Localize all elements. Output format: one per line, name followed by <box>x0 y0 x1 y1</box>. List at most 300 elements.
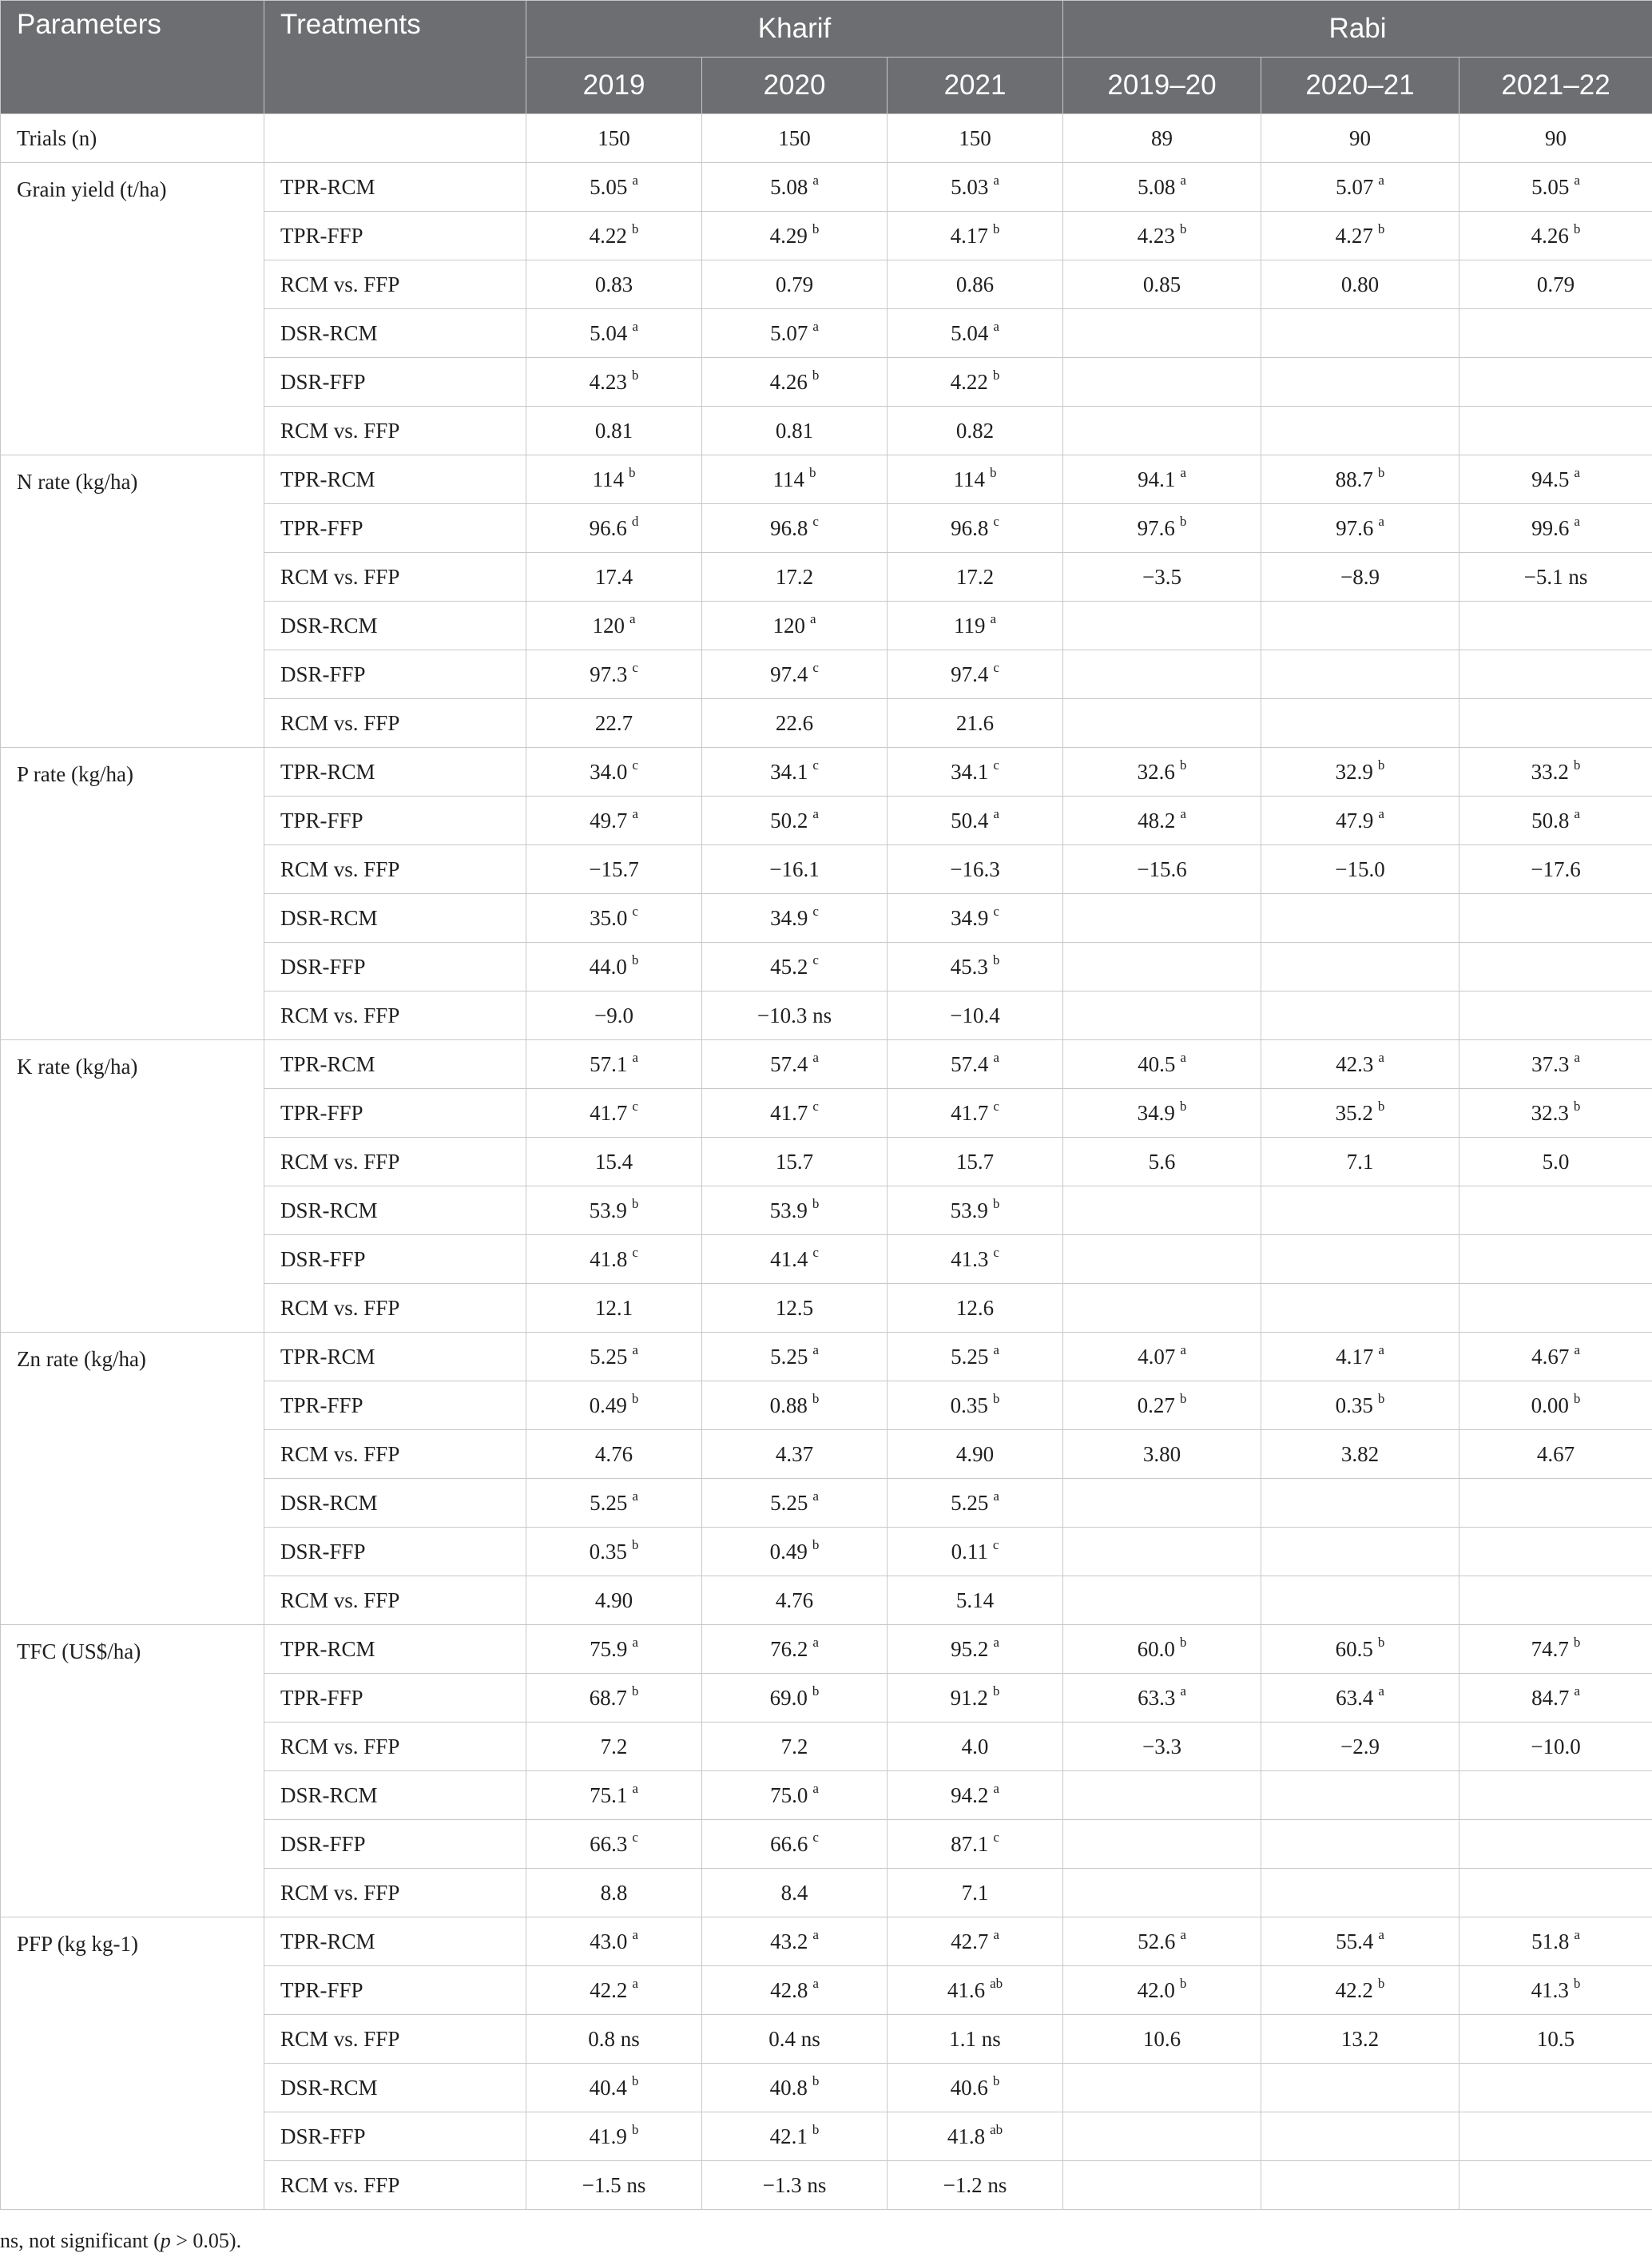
significance-letter: b <box>631 952 639 968</box>
parameter-label: K rate (kg/ha) <box>1 1040 264 1333</box>
cell-value: 4.76 <box>594 1441 633 1466</box>
value-cell <box>1459 553 1652 602</box>
significance-letter: a <box>993 1050 999 1065</box>
significance-letter: b <box>1377 465 1385 480</box>
value-cell <box>1063 212 1261 260</box>
significance-letter: a <box>812 1976 819 1991</box>
significance-letter: a <box>632 173 638 188</box>
cell-value: 13.2 <box>1340 2026 1380 2051</box>
cell-value: 60.0 <box>1137 1637 1175 1661</box>
value-cell <box>1459 2161 1652 2210</box>
parameter-label: Zn rate (kg/ha) <box>1 1333 264 1625</box>
value-cell <box>888 602 1063 650</box>
cell-value: −1.5 ns <box>582 2172 646 2197</box>
cell-value: 57.1 <box>590 1052 628 1076</box>
cell-value: 63.4 <box>1336 1686 1374 1710</box>
value-cell <box>1459 845 1652 894</box>
significance-letter: c <box>993 1099 999 1114</box>
value-cell <box>526 455 702 504</box>
cell-value: 52.6 <box>1138 1929 1176 1953</box>
cell-value: 0.79 <box>1536 272 1575 296</box>
cell-value: 7.2 <box>780 1734 808 1758</box>
value-cell <box>1261 260 1459 309</box>
cell-value: 0.80 <box>1340 272 1380 296</box>
cell-value: 1.1 ns <box>949 2026 1001 2051</box>
value-cell <box>888 1089 1063 1138</box>
cell-value: 0.35 <box>589 1540 627 1564</box>
cell-value: 0.35 <box>1335 1393 1373 1417</box>
cell-value: 63.3 <box>1138 1686 1176 1710</box>
cell-value: 0.35 <box>950 1393 988 1417</box>
value-cell <box>1063 309 1261 358</box>
value-cell <box>1063 1820 1261 1869</box>
treatment-label: TPR-FFP <box>264 212 526 260</box>
cell-value: −15.0 <box>1335 856 1385 881</box>
significance-letter: a <box>632 1050 638 1065</box>
value-cell <box>1459 1869 1652 1917</box>
value-cell <box>1063 1138 1261 1186</box>
cell-value: 84.7 <box>1531 1686 1570 1710</box>
value-cell <box>1261 845 1459 894</box>
value-cell <box>1063 1040 1261 1089</box>
treatment-label: RCM vs. FFP <box>264 1138 526 1186</box>
header-year: 2020 <box>702 58 888 114</box>
significance-letter: b <box>631 1196 639 1211</box>
value-cell <box>1459 163 1652 212</box>
cell-value: 87.1 <box>951 1832 989 1856</box>
treatment-label: TPR-RCM <box>264 1625 526 1674</box>
significance-letter: a <box>1574 1342 1580 1357</box>
value-cell <box>888 212 1063 260</box>
significance-letter: b <box>812 1683 820 1699</box>
significance-letter: a <box>993 1927 999 1942</box>
value-cell <box>888 1284 1063 1333</box>
header-year: 2021 <box>888 58 1063 114</box>
cell-value: −1.2 ns <box>943 2172 1007 2197</box>
significance-letter: c <box>632 757 638 773</box>
value-cell <box>1459 2015 1652 2064</box>
value-cell <box>526 1235 702 1284</box>
value-cell <box>888 1917 1063 1966</box>
value-cell <box>702 455 888 504</box>
treatment-label: RCM vs. FFP <box>264 1723 526 1771</box>
significance-letter: b <box>1377 1391 1385 1406</box>
cell-value: 7.2 <box>600 1734 628 1758</box>
treatment-label: DSR-RCM <box>264 1771 526 1820</box>
treatment-label: DSR-FFP <box>264 1528 526 1576</box>
cell-value: 42.2 <box>1335 1978 1373 2002</box>
significance-letter: c <box>812 757 819 773</box>
value-cell <box>888 991 1063 1040</box>
value-cell <box>1459 1820 1652 1869</box>
value-cell <box>1063 2112 1261 2161</box>
value-cell <box>526 504 702 553</box>
significance-letter: c <box>812 514 819 529</box>
significance-letter: c <box>993 1245 999 1260</box>
value-cell <box>526 699 702 748</box>
value-cell <box>1063 602 1261 650</box>
cell-value: 75.9 <box>590 1637 628 1661</box>
treatment-label: TPR-FFP <box>264 1381 526 1430</box>
significance-letter: a <box>993 1635 999 1650</box>
cell-value: 43.0 <box>590 1929 628 1953</box>
value-cell <box>1063 163 1261 212</box>
cell-value: 4.17 <box>1336 1345 1374 1369</box>
value-cell <box>1063 699 1261 748</box>
significance-letter: a <box>629 611 636 626</box>
value-cell <box>1261 1625 1459 1674</box>
value-cell <box>526 212 702 260</box>
value-cell <box>1261 309 1459 358</box>
significance-letter: b <box>1573 221 1581 236</box>
value-cell <box>1261 455 1459 504</box>
value-cell <box>888 2064 1063 2112</box>
treatment-label: TPR-RCM <box>264 163 526 212</box>
value-cell <box>702 1576 888 1625</box>
value-cell <box>526 797 702 845</box>
cell-value: 5.0 <box>1542 1149 1570 1174</box>
cell-value: 42.8 <box>770 1978 808 2002</box>
value-cell <box>526 1138 702 1186</box>
cell-value: 66.3 <box>590 1832 628 1856</box>
value-cell <box>526 1528 702 1576</box>
significance-letter: b <box>631 1391 639 1406</box>
value-cell <box>702 407 888 455</box>
value-cell <box>526 1917 702 1966</box>
treatment-label: DSR-RCM <box>264 894 526 943</box>
cell-value: −10.4 <box>950 1003 1000 1027</box>
cell-value: 0.82 <box>955 418 995 443</box>
value-cell <box>888 1138 1063 1186</box>
cell-value: 0.49 <box>589 1393 627 1417</box>
cell-value: −16.1 <box>769 856 820 881</box>
significance-letter: c <box>812 1245 819 1260</box>
value-cell <box>702 602 888 650</box>
significance-letter: a <box>1180 1683 1186 1699</box>
value-cell <box>1063 1430 1261 1479</box>
value-cell <box>888 1186 1063 1235</box>
significance-letter: a <box>812 319 819 334</box>
value-cell <box>1459 1333 1652 1381</box>
value-cell <box>702 553 888 602</box>
significance-letter: b <box>992 368 1000 383</box>
value-cell <box>1063 748 1261 797</box>
value-cell <box>1459 602 1652 650</box>
cell-value: 5.08 <box>1138 175 1176 199</box>
value-cell <box>1459 1479 1652 1528</box>
value-cell <box>888 2161 1063 2210</box>
value-cell <box>702 1528 888 1576</box>
cell-value: 4.07 <box>1138 1345 1176 1369</box>
significance-letter: c <box>812 1099 819 1114</box>
value-cell <box>888 2015 1063 2064</box>
treatment-label: TPR-FFP <box>264 797 526 845</box>
footnote <box>0 2229 241 2253</box>
value-cell <box>1063 1479 1261 1528</box>
value-cell <box>888 1771 1063 1820</box>
cell-value: 42.7 <box>951 1929 989 1953</box>
value-cell <box>1063 1333 1261 1381</box>
cell-value: −3.3 <box>1142 1734 1182 1758</box>
significance-letter: b <box>1179 221 1187 236</box>
header-kharif: Kharif <box>526 1 1063 58</box>
value-cell <box>526 358 702 407</box>
significance-letter: c <box>632 1099 638 1114</box>
value-cell <box>888 1820 1063 1869</box>
cell-value: 35.2 <box>1335 1101 1373 1125</box>
footnote-suffix: > 0.05). <box>170 2229 242 2252</box>
treatment-label: TPR-RCM <box>264 1917 526 1966</box>
cell-value: 5.07 <box>770 321 808 345</box>
value-cell <box>888 894 1063 943</box>
cell-value: 97.3 <box>590 662 628 686</box>
cell-value: 47.9 <box>1336 809 1374 832</box>
cell-value: 0.49 <box>769 1540 808 1564</box>
value-cell <box>1063 1089 1261 1138</box>
cell-value: 5.25 <box>590 1345 628 1369</box>
value-cell <box>1261 1674 1459 1723</box>
value-cell <box>1261 407 1459 455</box>
significance-letter: c <box>992 1537 999 1552</box>
treatment-label: RCM vs. FFP <box>264 1284 526 1333</box>
significance-letter: d <box>631 514 639 529</box>
treatment-label: DSR-RCM <box>264 1479 526 1528</box>
value-cell <box>702 504 888 553</box>
cell-value: 5.08 <box>770 175 808 199</box>
treatment-label: DSR-RCM <box>264 602 526 650</box>
significance-letter: b <box>812 2073 820 2088</box>
value-cell <box>702 650 888 699</box>
value-cell <box>888 650 1063 699</box>
significance-letter: c <box>812 660 819 675</box>
significance-letter: a <box>993 319 999 334</box>
cell-value: 0.85 <box>1142 272 1181 296</box>
value-cell <box>1261 1381 1459 1430</box>
cell-value: 41.3 <box>951 1247 989 1271</box>
treatment-label: RCM vs. FFP <box>264 2161 526 2210</box>
cell-value: 15.7 <box>775 1149 814 1174</box>
cell-value: 42.3 <box>1336 1052 1374 1076</box>
treatment-label: DSR-FFP <box>264 943 526 991</box>
value-cell <box>888 1040 1063 1089</box>
significance-letter: ab <box>990 2122 1003 2137</box>
value-cell <box>1261 991 1459 1040</box>
cell-value: 120 <box>772 614 805 638</box>
cell-value: 0.81 <box>775 418 814 443</box>
cell-value: 0.88 <box>769 1393 808 1417</box>
significance-letter: a <box>1378 1342 1384 1357</box>
cell-value: −16.3 <box>950 856 1000 881</box>
cell-value: 41.8 <box>590 1247 628 1271</box>
significance-letter: a <box>1180 806 1186 821</box>
value-cell <box>1261 1966 1459 2015</box>
value-cell <box>1261 2064 1459 2112</box>
significance-letter: a <box>1378 1683 1384 1699</box>
cell-value: −2.9 <box>1340 1734 1380 1758</box>
cell-value: 4.23 <box>1137 224 1175 248</box>
cell-value: 0.8 ns <box>588 2026 640 2051</box>
cell-value: 4.17 <box>950 224 988 248</box>
value-cell <box>888 1235 1063 1284</box>
value-cell <box>526 1723 702 1771</box>
significance-letter: b <box>1179 1099 1187 1114</box>
cell-value: 95.2 <box>951 1637 989 1661</box>
cell-value: 10.5 <box>1536 2026 1575 2051</box>
cell-value: 43.2 <box>770 1929 808 1953</box>
cell-value: 94.5 <box>1531 467 1570 491</box>
parameter-label: PFP (kg kg-1) <box>1 1917 264 2210</box>
cell-value: 0.86 <box>955 272 995 296</box>
value-cell <box>1261 602 1459 650</box>
significance-letter: a <box>990 611 997 626</box>
value-cell <box>526 553 702 602</box>
value-cell <box>1261 1820 1459 1869</box>
value-cell <box>702 894 888 943</box>
cell-value: 53.9 <box>769 1198 808 1222</box>
cell-value: 4.27 <box>1335 224 1373 248</box>
cell-value: 40.8 <box>769 2076 808 2100</box>
significance-letter: c <box>812 1830 819 1845</box>
cell-value: 0.11 <box>951 1540 988 1564</box>
cell-value: 50.8 <box>1531 809 1570 832</box>
significance-letter: a <box>1378 173 1384 188</box>
cell-value: 33.2 <box>1531 760 1569 784</box>
significance-letter: b <box>1179 514 1187 529</box>
value-cell <box>1063 1528 1261 1576</box>
significance-letter: b <box>1179 1391 1187 1406</box>
cell-value: 15.4 <box>594 1149 633 1174</box>
significance-letter: b <box>812 1537 820 1552</box>
cell-value: 40.4 <box>589 2076 627 2100</box>
treatment-label: RCM vs. FFP <box>264 1869 526 1917</box>
value-cell <box>1261 1089 1459 1138</box>
value-cell <box>1459 407 1652 455</box>
treatment-label: RCM vs. FFP <box>264 699 526 748</box>
value-cell <box>1261 504 1459 553</box>
value-cell <box>702 1771 888 1820</box>
significance-letter: a <box>1378 806 1384 821</box>
value-cell <box>702 1820 888 1869</box>
treatment-label: DSR-RCM <box>264 2064 526 2112</box>
significance-letter: b <box>631 1683 639 1699</box>
value-cell <box>1063 1625 1261 1674</box>
value-cell <box>1063 1674 1261 1723</box>
significance-letter: a <box>812 173 819 188</box>
significance-letter: c <box>993 757 999 773</box>
value-cell <box>888 1723 1063 1771</box>
cell-value: 4.76 <box>775 1587 814 1612</box>
table-row <box>1 1625 1652 1674</box>
significance-letter: b <box>992 952 1000 968</box>
cell-value: 42.2 <box>590 1978 628 2002</box>
significance-letter: a <box>812 1488 819 1504</box>
significance-letter: a <box>809 611 816 626</box>
table-row <box>1 748 1652 797</box>
value-cell <box>526 1625 702 1674</box>
value-cell <box>1063 1235 1261 1284</box>
value-cell <box>702 2161 888 2210</box>
value-cell <box>1459 1771 1652 1820</box>
cell-value: 40.5 <box>1138 1052 1176 1076</box>
value-cell <box>888 2112 1063 2161</box>
treatment-label: RCM vs. FFP <box>264 991 526 1040</box>
cell-value: −8.9 <box>1340 564 1380 589</box>
value-cell <box>702 1381 888 1430</box>
significance-letter: c <box>812 952 819 968</box>
value-cell <box>1261 2015 1459 2064</box>
value-cell <box>1459 1138 1652 1186</box>
header-treatments: Treatments <box>264 1 526 114</box>
header-year: 2019 <box>526 58 702 114</box>
cell-value: 4.26 <box>769 370 808 394</box>
cell-value: 41.7 <box>590 1101 628 1125</box>
cell-value: −15.7 <box>589 856 639 881</box>
significance-letter: b <box>992 1391 1000 1406</box>
cell-value: 114 <box>772 467 804 491</box>
significance-letter: c <box>632 1830 638 1845</box>
value-cell <box>1459 1966 1652 2015</box>
significance-letter: ab <box>990 1976 1003 1991</box>
value-cell <box>1063 1917 1261 1966</box>
significance-letter: b <box>1377 1099 1385 1114</box>
parameter-label: P rate (kg/ha) <box>1 748 264 1040</box>
cell-value: 8.4 <box>780 1880 808 1905</box>
header-parameters: Parameters <box>1 1 264 114</box>
significance-letter: b <box>631 2122 639 2137</box>
value-cell <box>1261 553 1459 602</box>
treatment-label: DSR-FFP <box>264 1235 526 1284</box>
cell-value: 5.04 <box>590 321 628 345</box>
significance-letter: a <box>1574 465 1580 480</box>
cell-value: −17.6 <box>1531 856 1581 881</box>
value-cell <box>1459 2112 1652 2161</box>
value-cell <box>702 1138 888 1186</box>
treatment-label: TPR-FFP <box>264 1966 526 2015</box>
significance-letter: a <box>993 1488 999 1504</box>
significance-letter: a <box>1378 1050 1384 1065</box>
value-cell <box>1459 1674 1652 1723</box>
value-cell <box>1261 212 1459 260</box>
value-cell <box>526 991 702 1040</box>
value-cell <box>888 1479 1063 1528</box>
treatment-label: RCM vs. FFP <box>264 553 526 602</box>
cell-value: 75.0 <box>770 1783 808 1807</box>
value-cell <box>1261 2161 1459 2210</box>
significance-letter: a <box>993 1781 999 1796</box>
value-cell <box>888 260 1063 309</box>
cell-value: 3.82 <box>1340 1441 1380 1466</box>
value-cell <box>1459 1186 1652 1235</box>
cell-value: 21.6 <box>955 710 995 735</box>
value-cell <box>1261 943 1459 991</box>
cell-value: 34.0 <box>590 760 628 784</box>
cell-value: 22.6 <box>775 710 814 735</box>
significance-letter: b <box>812 368 820 383</box>
treatment-label: DSR-RCM <box>264 309 526 358</box>
cell-value: 41.9 <box>589 2124 627 2148</box>
cell-value: 114 <box>592 467 624 491</box>
significance-letter: a <box>1378 1927 1384 1942</box>
treatment-label: TPR-FFP <box>264 1674 526 1723</box>
significance-letter: a <box>632 1488 638 1504</box>
cell-value: 5.25 <box>770 1345 808 1369</box>
value-cell <box>526 748 702 797</box>
value-cell <box>1459 1040 1652 1089</box>
value-cell <box>1459 309 1652 358</box>
significance-letter: a <box>993 173 999 188</box>
cell-value: 4.0 <box>961 1734 989 1758</box>
value-cell <box>1459 212 1652 260</box>
